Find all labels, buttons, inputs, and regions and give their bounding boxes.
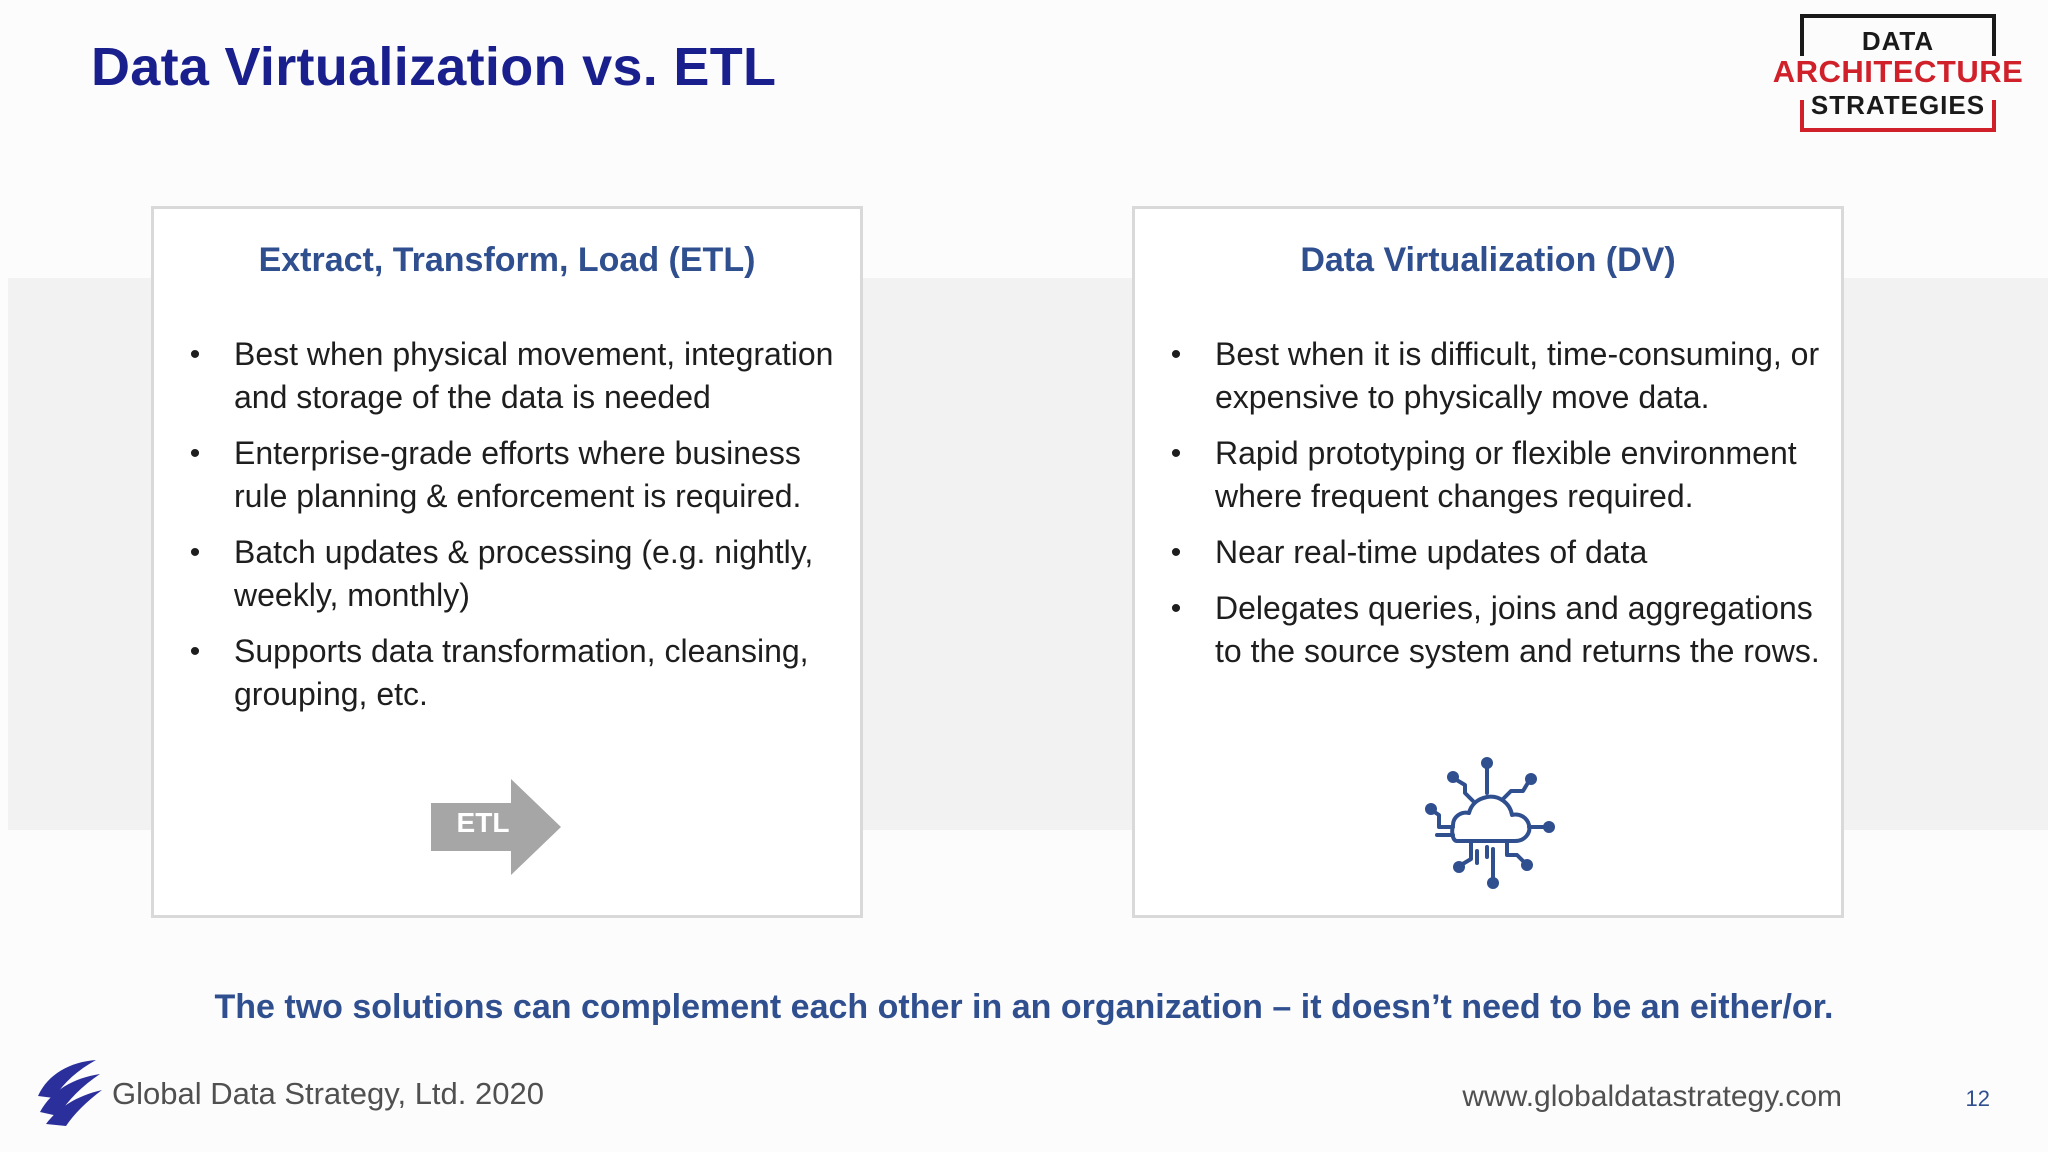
list-item (180, 333, 860, 419)
bullet-text: Supports data transformation, cleansing, grouping, etc. (234, 633, 809, 712)
list-item (1161, 333, 1841, 419)
etl-arrow-icon (431, 779, 561, 875)
bullet-icon: • (1170, 536, 1182, 569)
logo-frame (1800, 14, 1996, 18)
bullet-icon: • (1170, 338, 1182, 371)
dv-panel-heading: Data Virtualization (DV) (1300, 241, 1676, 279)
bullet-icon: • (189, 338, 201, 371)
list-item (1161, 531, 1841, 574)
data-architecture-strategies-logo (1758, 14, 2038, 134)
list-item (180, 630, 860, 716)
bottom-message: The two solutions can complement each other in an organization – it doesn’t need to be an either/or. (214, 988, 1834, 1026)
global-data-strategy-logo-icon (30, 1056, 106, 1128)
slide-title: Data Virtualization vs. ETL (91, 37, 777, 97)
etl-panel (151, 206, 863, 918)
list-item (1161, 587, 1841, 673)
bullet-icon: • (189, 536, 201, 569)
dv-panel (1132, 206, 1844, 918)
etl-arrow-label: ETL (456, 807, 510, 838)
list-item (1161, 432, 1841, 518)
bullet-text: Near real-time updates of data (1215, 534, 1648, 570)
page-number: 12 (1965, 1086, 1990, 1111)
logo-text-strategies: STRATEGIES (1810, 90, 1986, 120)
footer-url: www.globaldatastrategy.com (1462, 1080, 1842, 1113)
logo-frame (1800, 128, 1996, 132)
bullet-icon: • (1170, 437, 1182, 470)
footer-company: Global Data Strategy, Ltd. 2020 (112, 1076, 544, 1111)
bullet-text: Rapid prototyping or flexible environment where frequent changes required. (1215, 435, 1797, 514)
logo-text-data: DATA (1861, 26, 1935, 56)
bullet-text: Batch updates & processing (e.g. nightly, weekly, monthly) (234, 534, 814, 613)
cloud-network-svg (1407, 753, 1567, 893)
bullet-text: Best when physical movement, integration and storage of the data is needed (234, 336, 834, 415)
logo-text-architecture: ARCHITECTURE (1772, 54, 2024, 89)
etl-bullet-list (180, 333, 860, 729)
logo-swoosh-svg (30, 1056, 106, 1128)
cloud-network-icon (1407, 753, 1567, 893)
bullet-text: Delegates queries, joins and aggregations to the source system and returns the rows. (1215, 590, 1820, 669)
bullet-icon: • (1170, 592, 1182, 625)
bullet-text: Best when it is difficult, time-consuming, or expensive to physically move data. (1215, 336, 1820, 415)
list-item (180, 432, 860, 518)
etl-panel-heading: Extract, Transform, Load (ETL) (258, 241, 756, 279)
bullet-icon: • (189, 437, 201, 470)
dv-bullet-list (1161, 333, 1841, 686)
list-item (180, 531, 860, 617)
bullet-icon: • (189, 635, 201, 668)
bullet-text: Enterprise-grade efforts where business rule planning & enforcement is required. (234, 435, 802, 514)
